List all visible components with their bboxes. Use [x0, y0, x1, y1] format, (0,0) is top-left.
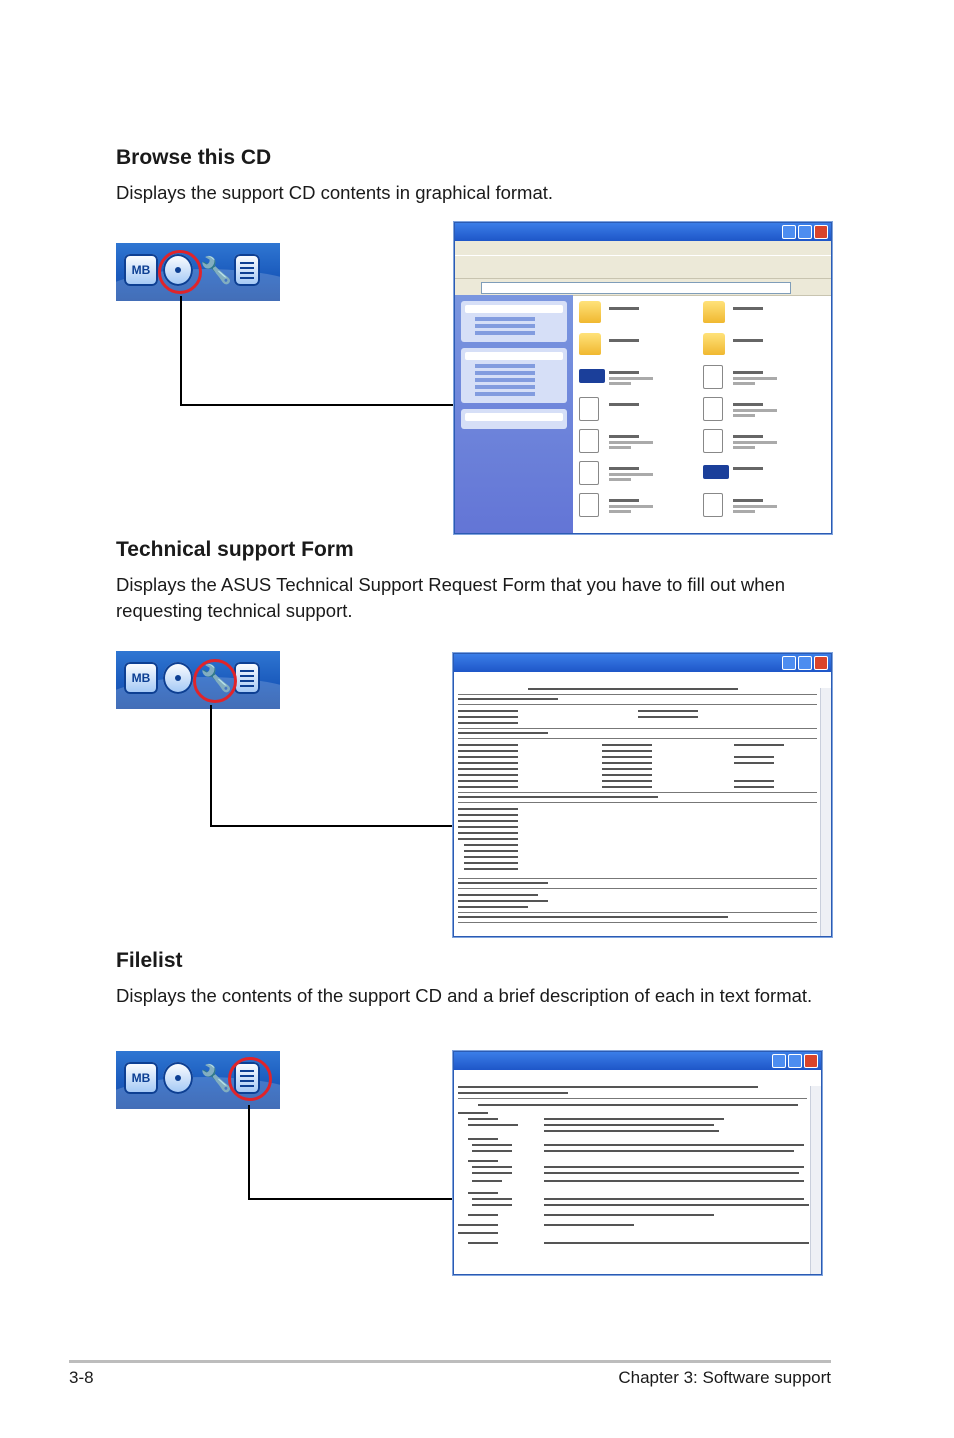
- cd-toolbar-techform: [116, 651, 280, 709]
- highlight-circle: [193, 659, 237, 703]
- cd-icon[interactable]: [163, 1062, 193, 1094]
- highlight-circle: [158, 250, 202, 294]
- window-menubar: [455, 241, 831, 255]
- footer-rule: [69, 1360, 831, 1363]
- filelist-text-content: [458, 1086, 807, 1270]
- window-titlebar: [455, 223, 831, 241]
- callout-line: [180, 404, 454, 406]
- document-icon[interactable]: [234, 662, 260, 694]
- address-bar: [455, 279, 831, 296]
- window-menubar: [454, 672, 831, 686]
- notepad-window-techform-screenshot: [453, 653, 832, 937]
- section-heading-filelist: Filelist: [116, 949, 183, 972]
- task-pane: [455, 295, 573, 533]
- mb-icon[interactable]: MB: [124, 254, 158, 286]
- callout-line: [180, 296, 182, 406]
- wrench-icon[interactable]: 🔧: [200, 1063, 233, 1093]
- mb-icon[interactable]: MB: [124, 662, 158, 694]
- notepad-window-filelist-screenshot: [453, 1051, 822, 1275]
- window-titlebar: [454, 654, 831, 672]
- section-description-browse: Displays the support CD contents in graphical format.: [116, 182, 554, 203]
- mb-icon[interactable]: MB: [124, 1062, 158, 1094]
- callout-line: [248, 1105, 250, 1200]
- callout-line: [248, 1198, 454, 1200]
- highlight-circle: [228, 1057, 272, 1101]
- callout-line: [210, 705, 212, 827]
- window-menubar: [454, 1070, 821, 1084]
- file-grid: [577, 299, 827, 529]
- callout-line: [210, 825, 454, 827]
- wrench-icon[interactable]: 🔧: [200, 255, 233, 285]
- vertical-scrollbar[interactable]: [820, 688, 831, 936]
- vertical-scrollbar[interactable]: [810, 1086, 821, 1274]
- document-icon[interactable]: [234, 254, 260, 286]
- section-description-techform: Displays the ASUS Technical Support Request Form that you have to fill out when requesting technical support.: [116, 574, 786, 621]
- cd-icon[interactable]: [163, 662, 193, 694]
- explorer-window-screenshot: [454, 222, 832, 534]
- form-text-content: [458, 688, 817, 932]
- cd-toolbar-browse: [116, 243, 280, 301]
- wrench-icon[interactable]: 🔧: [200, 663, 233, 693]
- page-number: 3-8: [69, 1368, 94, 1387]
- section-heading-techform: Technical support Form: [116, 538, 354, 561]
- window-toolbar: [455, 255, 831, 279]
- chapter-title: Chapter 3: Software support: [618, 1368, 831, 1387]
- cd-toolbar-filelist: [116, 1051, 280, 1109]
- section-heading-browse: Browse this CD: [116, 146, 272, 169]
- window-titlebar: [454, 1052, 821, 1070]
- section-description-filelist: Displays the contents of the support CD and a brief description of each in text format.: [116, 985, 813, 1006]
